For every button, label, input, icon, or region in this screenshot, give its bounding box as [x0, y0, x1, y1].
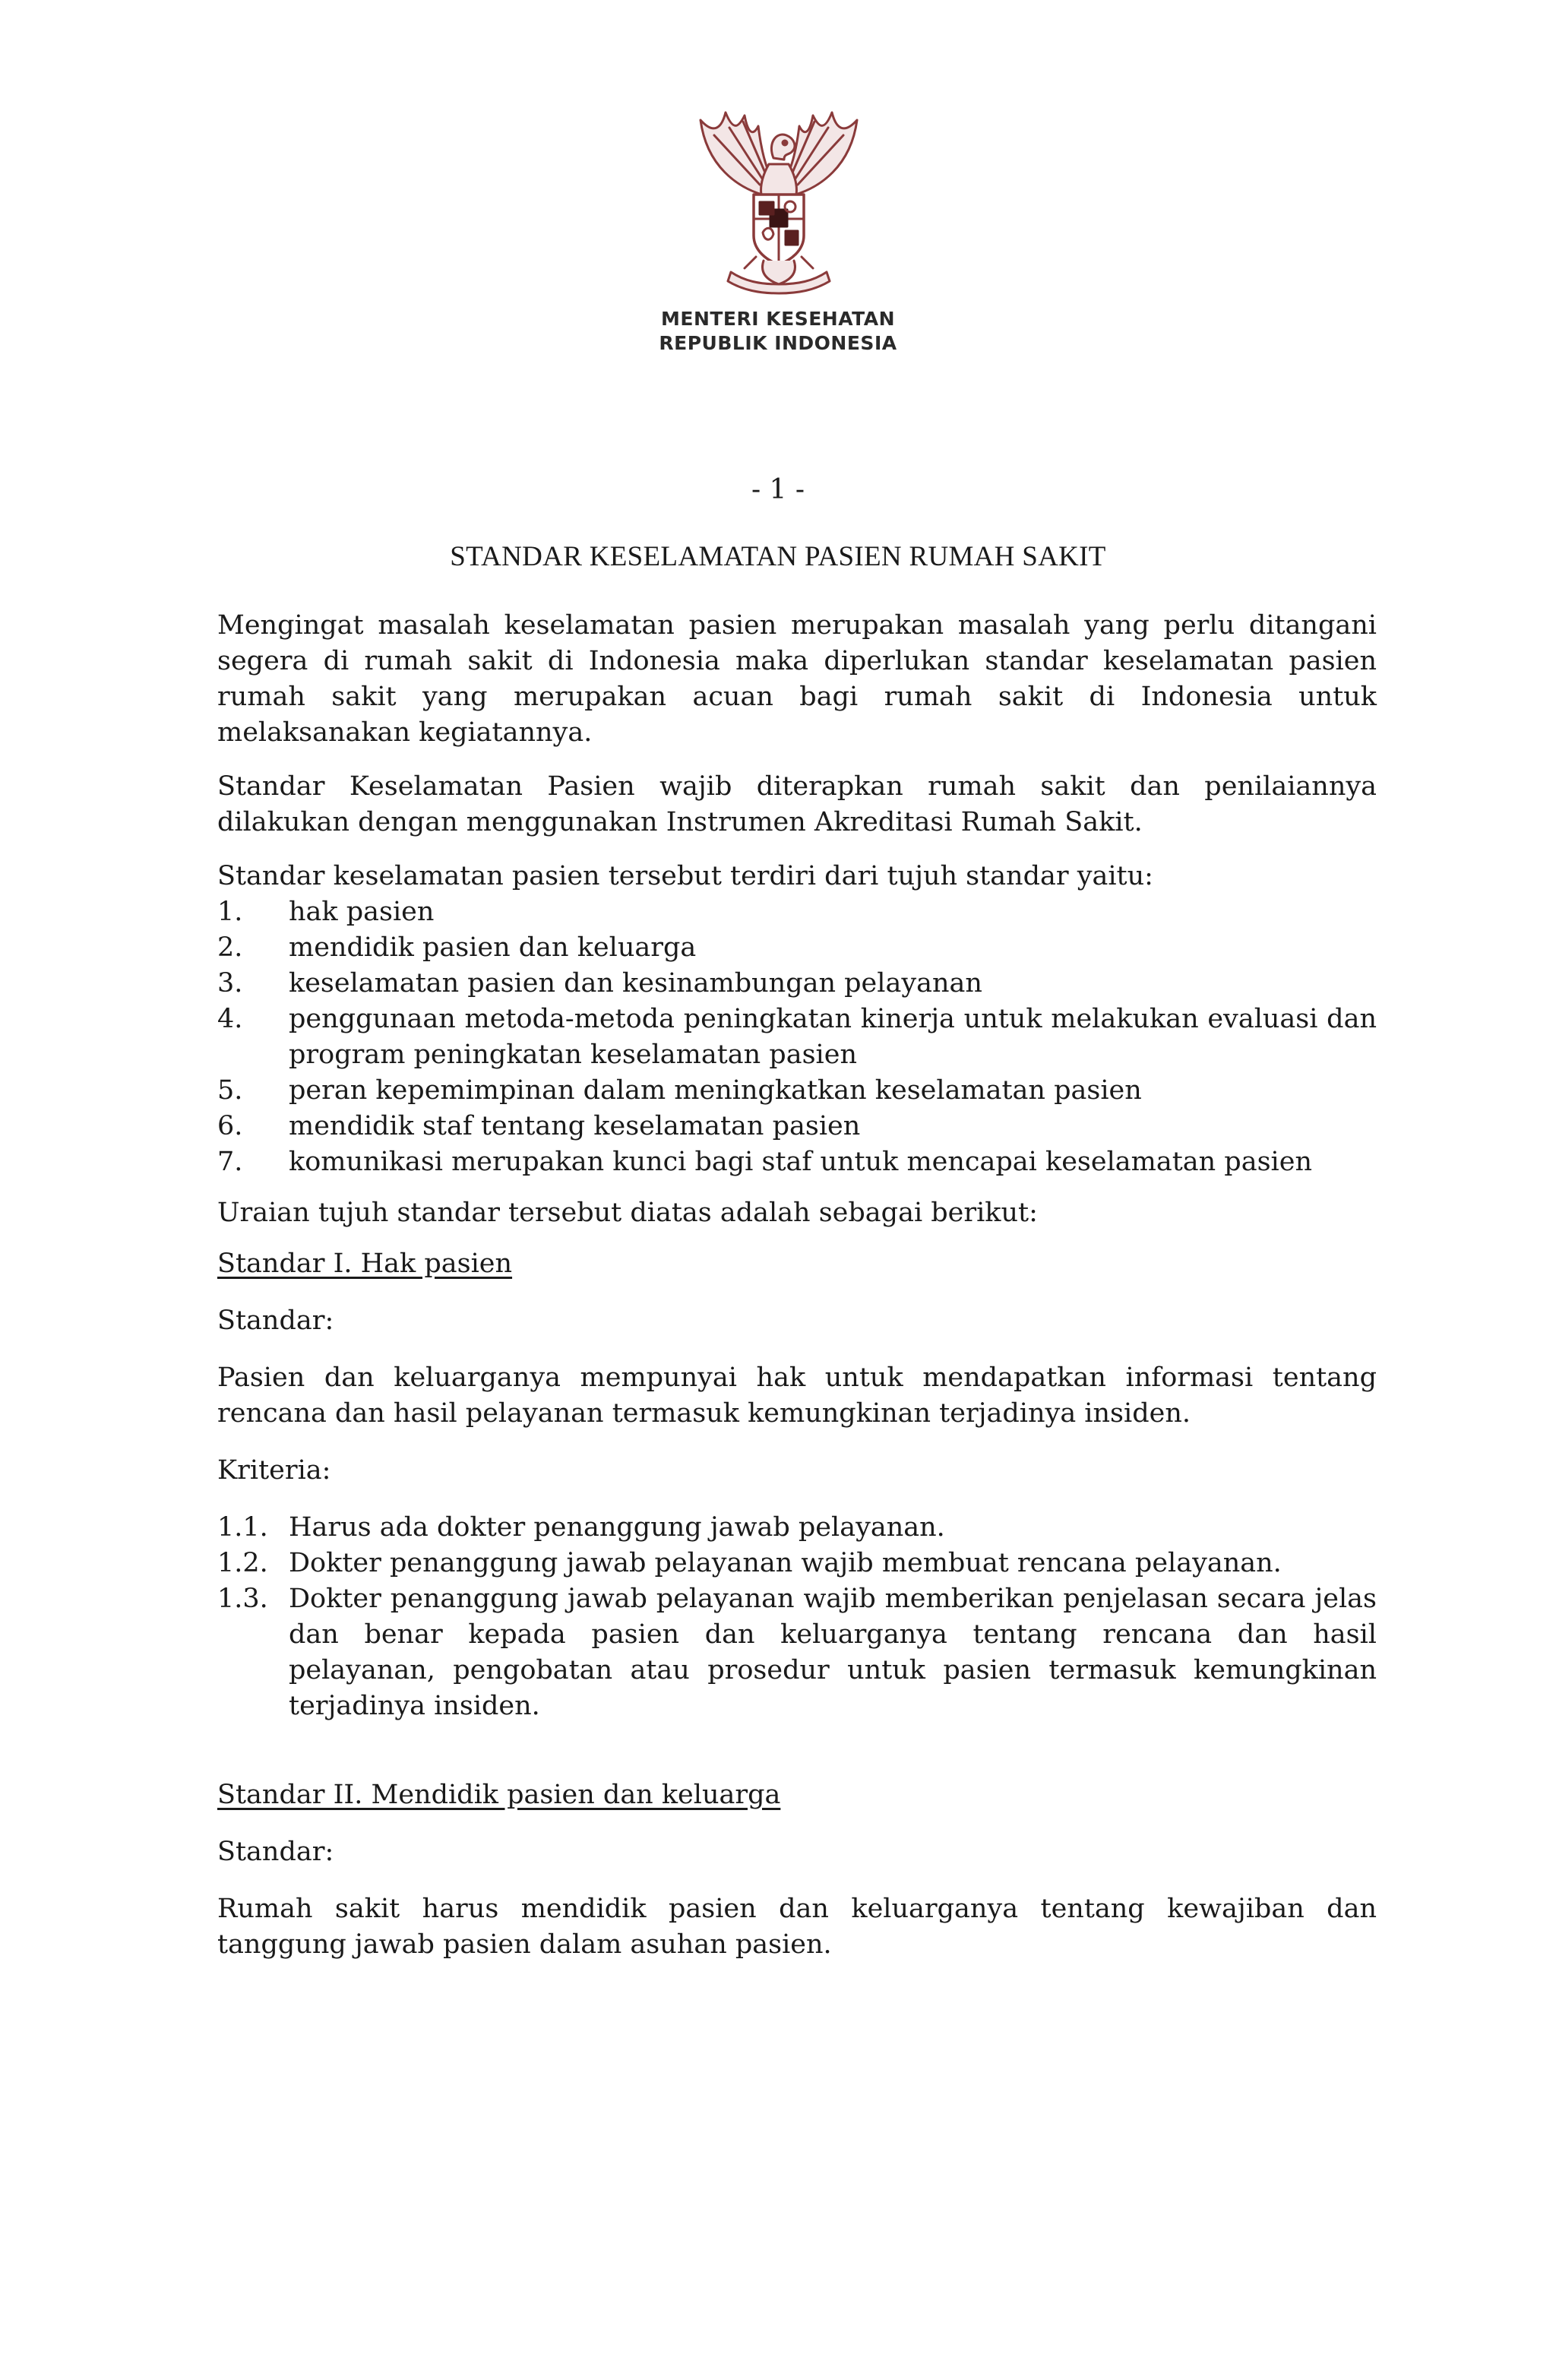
criteria-item — [217, 1510, 1377, 1546]
list-item — [217, 1109, 1377, 1144]
section1-standar-label: Standar: — [217, 1306, 334, 1336]
ministry-name-line1: MENTERI KESEHATAN — [660, 308, 895, 330]
intro-paragraph: Mengingat masalah keselamatan pasien merupakan masalah yang perlu ditangani segera di rumah sakit di Indonesia maka diperlukan standar keselamatan pasien rumah sakit yang merupakan acuan bagi rumah sakit di Indonesia untuk melaksanakan kegiatannya. — [217, 610, 1377, 748]
section2-standar-text: Rumah sakit harus mendidik pasien dan keluarganya tentang kewajiban dan tanggung jawab pasien dalam asuhan pasien. — [217, 1894, 1377, 1960]
criteria-item — [217, 1581, 1377, 1724]
list-item-text: peran kepemimpinan dalam meningkatkan keselamatan pasien — [289, 1075, 1142, 1106]
garuda-emblem-icon — [684, 105, 874, 295]
list-item-text: mendidik pasien dan keluarga — [289, 932, 697, 963]
list-item-number: 1. — [217, 897, 243, 927]
list-item — [217, 894, 1377, 930]
list-item — [217, 1073, 1377, 1109]
section1-heading-text: Standar I. Hak pasien — [217, 1249, 513, 1279]
list-item-text: penggunaan metoda-metoda peningkatan kinerja untuk melakukan evaluasi dan program peningkatan keselamatan pasien — [289, 1004, 1377, 1070]
list-item-text: keselamatan pasien dan kesinambungan pelayanan — [289, 968, 982, 999]
application-paragraph: Standar Keselamatan Pasien wajib diterapkan rumah sakit dan penilaiannya dilakukan dengan menggunakan Instrumen Akreditasi Rumah Sakit. — [217, 771, 1377, 837]
section1-standar-text: Pasien dan keluarganya mempunyai hak untuk mendapatkan informasi tentang rencana dan hasil pelayanan termasuk kemungkinan terjadinya insiden. — [217, 1362, 1377, 1429]
criteria-item — [217, 1546, 1377, 1581]
criteria-text: Dokter penanggung jawab pelayanan wajib membuat rencana pelayanan. — [289, 1548, 1282, 1578]
list-item-text: mendidik staf tentang keselamatan pasien — [289, 1111, 861, 1141]
detail-intro: Uraian tujuh standar tersebut diatas adalah sebagai berikut: — [217, 1198, 1038, 1228]
section2-heading — [217, 1777, 1377, 1813]
criteria-number: 1.3. — [217, 1584, 268, 1614]
section1-kriteria-label: Kriteria: — [217, 1455, 331, 1486]
criteria-number: 1.2. — [217, 1548, 268, 1578]
standards-list — [217, 894, 1377, 1180]
list-item-text: hak pasien — [289, 897, 435, 927]
section2-standar-label: Standar: — [217, 1837, 334, 1867]
list-item-number: 3. — [217, 968, 243, 999]
list-item-number: 2. — [217, 932, 243, 963]
criteria-list — [217, 1510, 1377, 1724]
criteria-text: Dokter penanggung jawab pelayanan wajib memberikan penjelasan secara jelas dan benar kepada pasien dan keluarganya tentang rencana dan hasil pelayanan, pengobatan atau prosedur untuk pasien termasuk kemungkinan terjadinya insiden. — [289, 1584, 1377, 1721]
criteria-number: 1.1. — [217, 1512, 268, 1543]
list-item-number: 4. — [217, 1004, 243, 1034]
list-item — [217, 966, 1377, 1002]
list-item-number: 6. — [217, 1111, 243, 1141]
list-item — [217, 1002, 1377, 1073]
section2-heading-text: Standar II. Mendidik pasien dan keluarga — [217, 1780, 781, 1810]
criteria-text: Harus ada dokter penanggung jawab pelayanan. — [289, 1512, 945, 1543]
list-item-number: 5. — [217, 1075, 243, 1106]
page-number: - 1 - — [751, 474, 805, 505]
list-item — [217, 1144, 1377, 1180]
document-body — [217, 608, 1377, 1963]
list-item — [217, 930, 1377, 966]
list-item-text: komunikasi merupakan kunci bagi staf untuk mencapai keselamatan pasien — [289, 1147, 1312, 1177]
ministry-name-line2: REPUBLIK INDONESIA — [659, 332, 897, 354]
list-item-number: 7. — [217, 1147, 243, 1177]
document-title: STANDAR KESELAMATAN PASIEN RUMAH SAKIT — [450, 541, 1106, 572]
standards-intro: Standar keselamatan pasien tersebut terdiri dari tujuh standar yaitu: — [217, 861, 1153, 891]
section1-heading — [217, 1246, 1377, 1282]
